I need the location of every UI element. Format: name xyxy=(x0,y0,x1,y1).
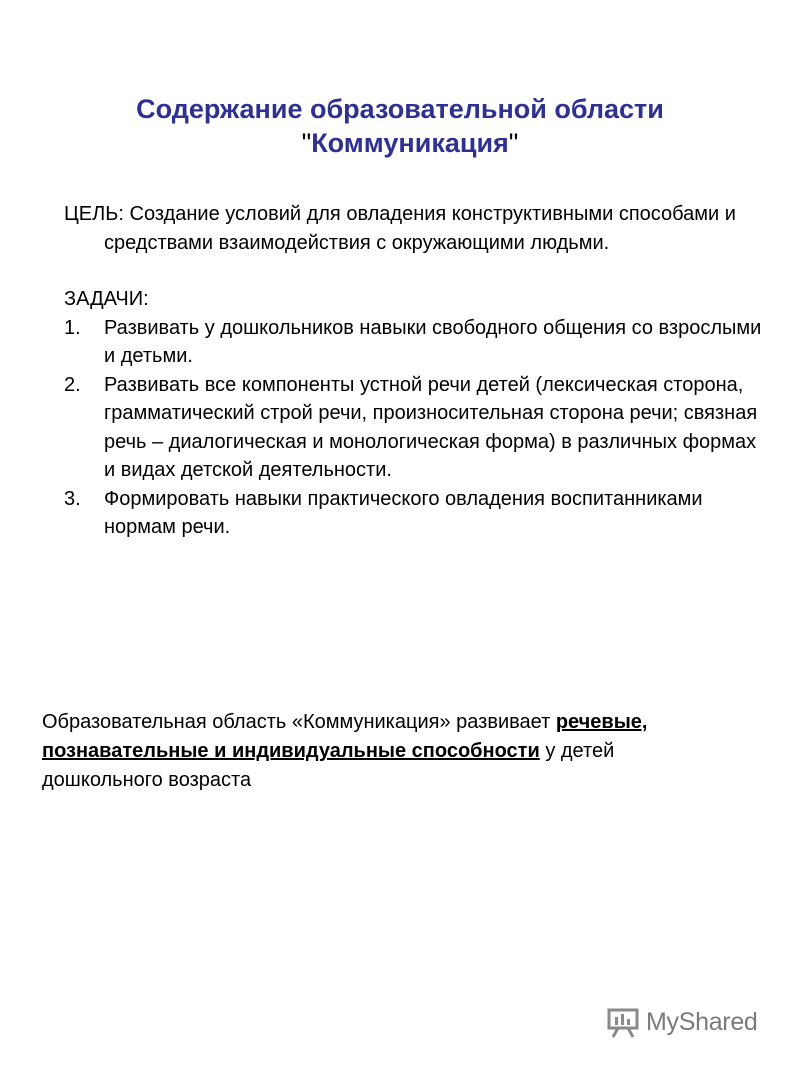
task-item xyxy=(64,314,764,371)
title-quote-open: " xyxy=(301,128,312,158)
task-text: Развивать все компоненты устной речи детей (лексическая сторона, грамматический строй речи, произносительная сторона речи; связная речь – диалогическая и монологическая форма) в различных формах и видах детской деятельности. xyxy=(104,373,758,481)
title-quote-close: " xyxy=(508,128,519,158)
task-number: 2. xyxy=(64,373,81,396)
content-body xyxy=(64,200,764,542)
task-item xyxy=(64,371,764,485)
watermark-text: MyShared xyxy=(646,1007,758,1036)
title-line-2 xyxy=(60,126,760,160)
tasks-list xyxy=(64,314,764,542)
task-item xyxy=(64,485,764,542)
summary-paragraph xyxy=(42,708,662,795)
myshared-watermark xyxy=(606,1002,758,1042)
task-text: Формировать навыки практического овладения воспитанниками нормам речи. xyxy=(104,487,703,538)
title-subject: Коммуникация xyxy=(311,128,509,158)
title-line-1: Содержание образовательной области xyxy=(136,94,664,124)
tasks-label: ЗАДАЧИ: xyxy=(64,288,149,310)
goal-text: Создание условий для овладения конструктивными способами и средствами взаимодействия с окружающими людьми. xyxy=(104,203,736,254)
task-number: 1. xyxy=(64,316,81,339)
summary-intro: Образовательная область «Коммуникация» развивает xyxy=(42,711,551,733)
summary-outro: у детей дошкольного возраста xyxy=(42,740,615,791)
goal-paragraph xyxy=(64,200,764,257)
presentation-board-icon xyxy=(606,1005,640,1039)
task-text: Развивать у дошкольников навыки свободного общения со взрослыми и детьми. xyxy=(104,316,762,367)
goal-label: ЦЕЛЬ: xyxy=(64,203,124,225)
task-number: 3. xyxy=(64,487,81,510)
page-title xyxy=(60,92,760,160)
summary-highlight: речевые, познавательные и индивидуальные способности xyxy=(42,711,648,762)
